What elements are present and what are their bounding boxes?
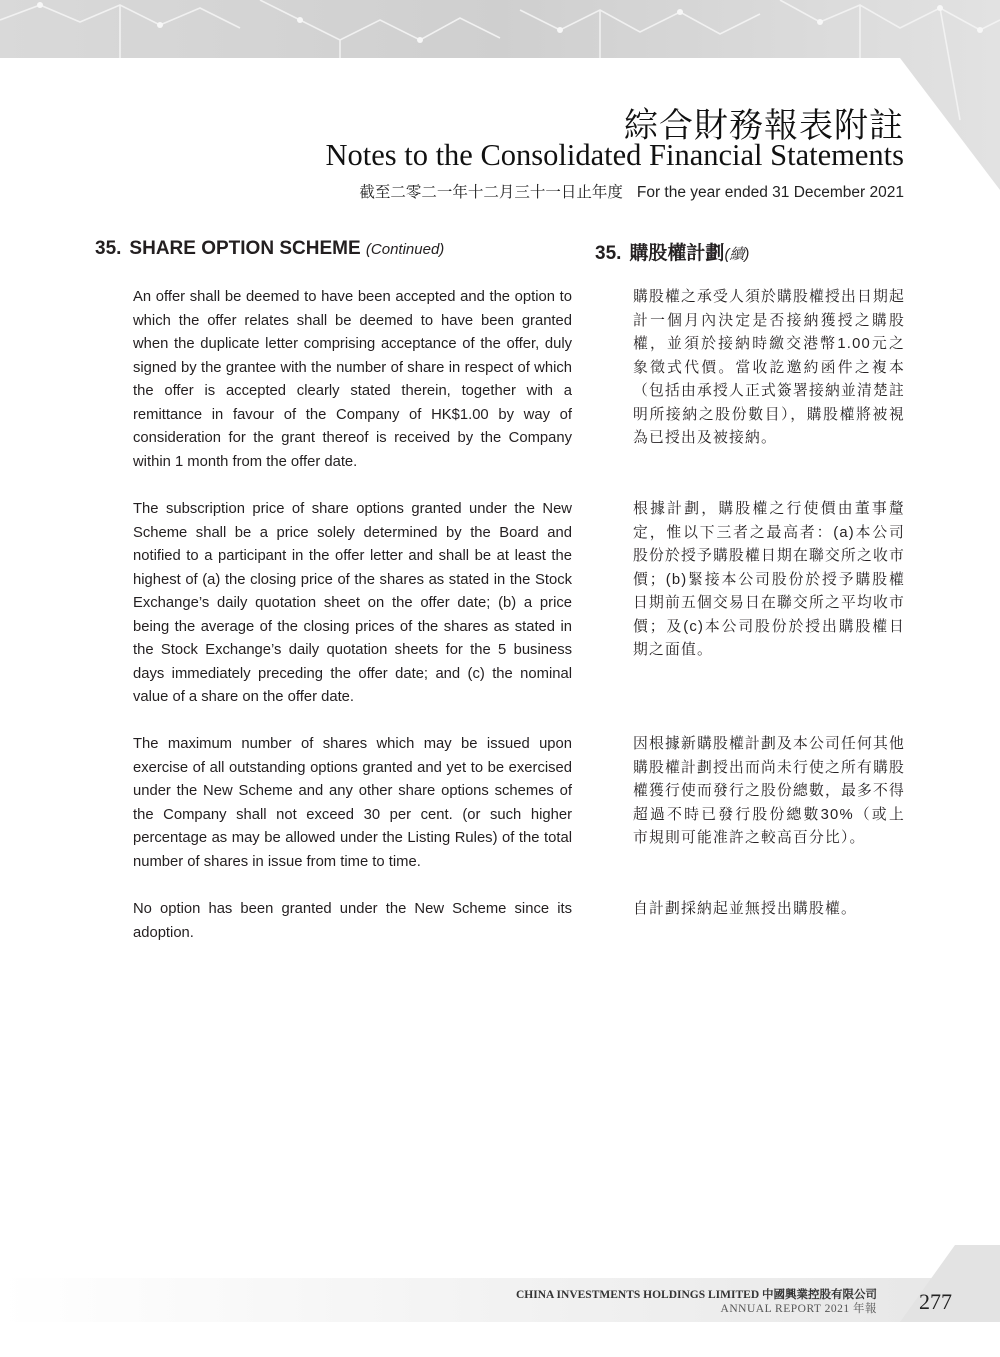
section-number-zh: 35. <box>595 243 622 264</box>
paragraph-en-3: The maximum number of shares which may be issued upon exercise of all outstanding options granted and yet to be exercised under the New Scheme and any other share options schemes of the Company shall not exceed 30 per cent. (or such higher percentage as may be allowed under the Listing Rules) of the total number of shares in issue from time to time. <box>133 736 572 870</box>
paragraph-en-2: The subscription price of share options granted under the New Scheme shall be a price solely determined by the Board and notified to a participant in the offer letter and shall be at least the highest of (a) the closing price of the shares as stated in the Stock Exchange’s daily quotation sheet on the offer date; (b) a price being the average of the closing prices of the shares as stated in the Stock Exchange’s daily quotation sheets for the 5 business days immediately preceding the offer date; and (c) the nominal value of a share on the offer date. <box>133 501 572 705</box>
page-number: 277 <box>919 1289 952 1314</box>
section-heading-en <box>95 238 444 260</box>
section-continued-en: (Continued) <box>365 241 445 258</box>
section-heading-zh <box>595 238 749 265</box>
paragraph-en-4: No option has been granted under the New Scheme since its adoption. <box>133 901 572 941</box>
section-title-en: SHARE OPTION SCHEME <box>129 238 361 259</box>
section-number-en: 35. <box>95 238 122 259</box>
footer-company-name: CHINA INVESTMENTS HOLDINGS LIMITED 中國興業控股有限公司 <box>515 1289 877 1301</box>
paragraph-zh-4: 自計劃採納起並無授出購股權。 <box>633 901 857 917</box>
section-continued-zh: (續) <box>724 246 750 263</box>
period-en: For the year ended 31 December 2021 <box>636 184 904 201</box>
paragraph-zh-2: 根據計劃，購股權之行使價由董事釐定，惟以下三者之最高者：(a)本公司股份於授予購股權日期在聯交所之收市價；(b)緊接本公司股份於授予購股權日期前五個交易日在聯交所之平均收市價；及(c)本公司股份於授出購股權日期之面值。 <box>633 501 905 658</box>
paragraph-zh-1: 購股權之承受人須於購股權授出日期起計一個月內決定是否接納獲授之購股權，並須於接納時繳交港幣1.00元之象徵式代價。當收訖邀約函件之複本（包括由承授人正式簽署接納並清楚註明所接納之股份數目），購股權將被視為已授出及被接納。 <box>633 289 905 446</box>
paragraph-en-1: An offer shall be deemed to have been accepted and the option to which the offer relates shall be deemed to have been granted when the duplicate letter comprising acceptance of the offer, duly signed by the grantee with the number of share in respect of which the offer is accepted clearly stated therein, together with a remittance in favour of the Company of HK$1.00 by way of consideration for the grant thereof is received by the Company within 1 month from the offer date. <box>133 289 572 470</box>
section-title-zh: 購股權計劃 <box>629 243 725 264</box>
paragraph-zh-3: 因根據新購股權計劃及本公司任何其他購股權計劃授出而尚未行使之所有購股權獲行使而發行之股份總數，最多不得超過不時已發行股份總數30%（或上市規則可能准許之較高百分比）。 <box>633 736 905 846</box>
footer-report-label: ANNUAL REPORT 2021 年報 <box>720 1303 877 1315</box>
period-subtitle <box>359 180 904 202</box>
page-title-zh: 綜合財務報表附註 <box>624 106 904 146</box>
period-zh: 截至二零二一年十二月三十一日止年度 <box>359 184 623 201</box>
page-title-en: Notes to the Consolidated Financial Statements <box>325 138 904 172</box>
